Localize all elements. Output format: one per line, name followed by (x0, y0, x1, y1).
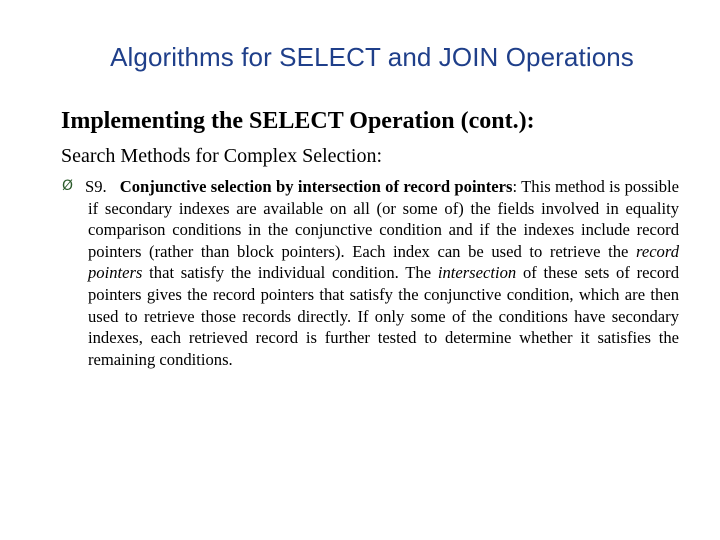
bullet-text-1: : This method is possible if secondary indexes are available on all (or some of) the fields involved in equality comparison conditions in the conjunctive condition and if the indexes include record pointers (rather than block pointers). Each index can be used to retrieve the (88, 177, 679, 261)
section-subheading: Search Methods for Complex Selection: (61, 145, 383, 167)
bullet-emphasis-intersection: intersection (437, 263, 517, 283)
bullet-arrow-icon: Ø (62, 178, 74, 194)
bullet-number: S9. (85, 177, 107, 196)
bullet-paragraph (85, 176, 680, 370)
bullet-text-2: that satisfy the individual condition. The (142, 263, 438, 283)
section-heading: Implementing the SELECT Operation (cont.): (61, 108, 535, 134)
bullet-emphasis-record-pointers: record pointers (88, 241, 679, 283)
slide-title: Algorithms for SELECT and JOIN Operations (110, 42, 634, 72)
bullet-term: Conjunctive selection by intersection of record pointers (119, 177, 513, 196)
bullet-text-3: of these sets of record pointers gives the record pointers that satisfy the conjunctive condition, which are then used to retrieve those records directly. If only some of the conditions have secondary indexes, each retrieved record is further tested to determine whether it satisfies the remaining conditions. (88, 263, 680, 369)
